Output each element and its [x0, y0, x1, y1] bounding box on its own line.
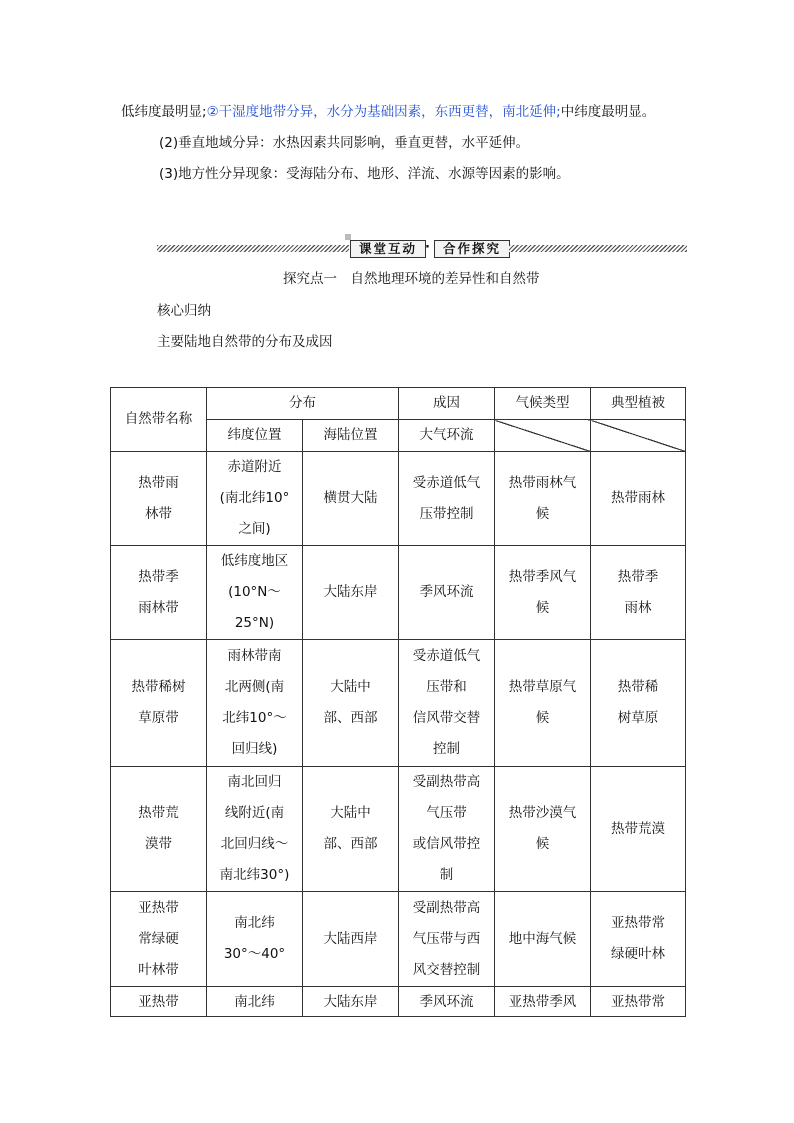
paragraph-3: (3)地方性分异现象：受海陆分布、地形、洋流、水源等因素的影响。: [159, 166, 570, 182]
cell-text-line: 热带稀: [617, 679, 659, 695]
subheading: 核心归纳: [157, 303, 211, 319]
natural-zone-table: [110, 387, 686, 1017]
cell-vegetation: [591, 640, 686, 767]
header-circulation: 大气环流: [399, 420, 495, 452]
cell-text-line: 候: [535, 505, 550, 522]
cell-text-line: 亚热带常: [611, 993, 665, 1010]
cell-text-line: 亚热带: [138, 899, 179, 916]
cell-cause: [399, 767, 495, 892]
cell-text-line: 候: [535, 836, 550, 852]
header-latitude: 纬度位置: [207, 420, 303, 452]
cell-text-line: 地中海气候: [508, 930, 577, 947]
section-title: 探究点一 自然地理环境的差异性和自然带: [283, 271, 540, 287]
cell-cause: [399, 892, 495, 987]
cell-land-sea: [303, 767, 399, 892]
cell-name: [111, 767, 207, 892]
cell-text-line: 北纬10°～: [222, 710, 287, 726]
cell-climate: [495, 767, 591, 892]
cell-text-line: 压带和: [426, 679, 467, 695]
cell-text-line: (南北纬10°: [219, 490, 290, 506]
header-cause: 成因: [399, 388, 495, 420]
cell-text-line: 热带雨林: [611, 490, 665, 506]
cell-climate: [495, 546, 591, 640]
table-row: [111, 546, 686, 640]
cell-land-sea: [303, 546, 399, 640]
cell-text-line: 部、西部: [323, 710, 378, 726]
banner-label-2: 合作探究: [434, 240, 510, 258]
cell-text-line: 北回归线～: [220, 836, 289, 852]
header-name: 自然带名称: [111, 388, 207, 452]
cell-text-line: 风交替控制: [412, 961, 481, 978]
cell-name: [111, 892, 207, 987]
cell-text-line: 大陆中: [330, 679, 371, 695]
header-climate: 气候类型: [495, 388, 591, 420]
table-header-row-1: [111, 388, 686, 420]
cell-land-sea: [303, 452, 399, 546]
cell-climate: [495, 987, 591, 1017]
cell-text-line: 线附近(南: [224, 805, 285, 821]
cell-text-line: 低纬度地区: [220, 553, 289, 569]
cell-text-line: 南北纬30°): [219, 867, 290, 883]
cell-text-line: 亚热带: [138, 993, 179, 1010]
header-land-sea: 海陆位置: [303, 420, 399, 452]
cell-text-line: 季风环流: [419, 584, 474, 600]
banner-label-1: 课堂互动: [350, 240, 426, 258]
cell-text-line: 25°N): [234, 615, 275, 631]
cell-text-line: 热带雨林气: [508, 474, 577, 491]
cell-text-line: 常绿硬: [138, 930, 179, 947]
cell-name: [111, 987, 207, 1017]
cell-text-line: 气压带: [426, 805, 467, 821]
table-row: [111, 640, 686, 767]
cell-text-line: 林带: [145, 505, 172, 522]
cell-climate: [495, 452, 591, 546]
header-vegetation: 典型植被: [591, 388, 686, 420]
cell-name: [111, 452, 207, 546]
cell-climate: [495, 640, 591, 767]
paragraph-1-text-b: 中纬度最明显。: [560, 104, 656, 120]
cell-text-line: 热带雨: [138, 474, 179, 491]
cell-text-line: 热带荒漠: [611, 820, 665, 837]
cell-vegetation: [591, 452, 686, 546]
cell-vegetation: [591, 987, 686, 1017]
cell-name: [111, 546, 207, 640]
table-row: [111, 892, 686, 987]
cell-cause: [399, 987, 495, 1017]
cell-name: [111, 640, 207, 767]
cell-text-line: 受赤道低气: [412, 474, 481, 491]
cell-text-line: 热带季: [138, 568, 179, 585]
cell-text-line: 候: [535, 599, 550, 616]
cell-text-line: 回归线): [231, 741, 278, 757]
section-banner: [157, 240, 687, 258]
cell-text-line: 亚热带常: [611, 915, 665, 931]
cell-text-line: 绿硬叶林: [611, 946, 665, 962]
cell-land-sea: [303, 640, 399, 767]
cell-climate: [495, 892, 591, 987]
cell-text-line: 草原带: [138, 710, 179, 726]
cell-text-line: 受赤道低气: [412, 648, 481, 664]
cell-text-line: 受副热带高: [412, 774, 481, 790]
cell-text-line: 北两侧(南: [224, 679, 285, 695]
cell-text-line: 雨林带: [138, 599, 179, 616]
cell-text-line: 南北纬: [234, 915, 275, 931]
paragraph-1-text-highlight: ②干湿度地带分异，水分为基础因素，东西更替，南北延伸;: [206, 104, 561, 120]
cell-text-line: 30°～40°: [223, 946, 286, 962]
cell-text-line: 制: [439, 867, 454, 883]
table-row: [111, 767, 686, 892]
cell-text-line: 部、西部: [323, 836, 378, 852]
header-diagonal-cell: [591, 420, 686, 452]
cell-vegetation: [591, 767, 686, 892]
cell-text-line: 漠带: [145, 836, 172, 852]
paragraph-1: [121, 103, 655, 121]
header-diagonal-cell: [495, 420, 591, 452]
cell-latitude: [207, 767, 303, 892]
cell-text-line: 大陆西岸: [323, 930, 378, 947]
cell-cause: [399, 546, 495, 640]
cell-text-line: 热带草原气: [508, 679, 577, 695]
cell-latitude: [207, 640, 303, 767]
header-distribution: 分布: [207, 388, 399, 420]
cell-text-line: 赤道附近: [227, 459, 282, 475]
cell-text-line: 热带荒: [138, 805, 179, 821]
cell-cause: [399, 640, 495, 767]
table-row: [111, 987, 686, 1017]
cell-text-line: 热带稀树: [131, 679, 186, 695]
cell-text-line: 受副热带高: [412, 899, 481, 916]
cell-vegetation: [591, 546, 686, 640]
banner-hatch-right: [509, 245, 687, 252]
cell-text-line: 季风环流: [419, 993, 474, 1010]
cell-text-line: 信风带交替: [412, 710, 481, 726]
cell-text-line: 大陆东岸: [323, 584, 378, 600]
table-caption: 主要陆地自然带的分布及成因: [157, 334, 333, 350]
cell-cause: [399, 452, 495, 546]
paragraph-1-text-a: 低纬度最明显;: [121, 104, 207, 120]
cell-land-sea: [303, 987, 399, 1017]
cell-text-line: 热带季风气: [508, 568, 577, 585]
paragraph-2: (2)垂直地域分异：水热因素共同影响，垂直更替，水平延伸。: [159, 135, 530, 151]
cell-text-line: 大陆东岸: [323, 993, 378, 1010]
cell-text-line: 雨林带南: [227, 648, 282, 664]
cell-text-line: (10°N～: [228, 584, 281, 600]
cell-text-line: 雨林: [624, 599, 652, 616]
cell-vegetation: [591, 892, 686, 987]
cell-text-line: 候: [535, 710, 550, 726]
cell-text-line: 大陆中: [330, 805, 371, 821]
cell-text-line: 气压带与西: [412, 930, 481, 947]
cell-text-line: 亚热带季风: [508, 993, 577, 1010]
cell-latitude: [207, 546, 303, 640]
cell-land-sea: [303, 892, 399, 987]
cell-latitude: [207, 452, 303, 546]
cell-text-line: 热带季: [617, 568, 659, 585]
cell-text-line: 南北回归: [227, 774, 282, 790]
cell-text-line: 横贯大陆: [323, 490, 378, 506]
cell-latitude: [207, 987, 303, 1017]
cell-text-line: 树草原: [617, 710, 659, 726]
cell-text-line: 压带控制: [419, 505, 474, 522]
banner-hatch-left: [157, 245, 349, 252]
cell-text-line: 控制: [433, 741, 460, 757]
table-row: [111, 452, 686, 546]
cell-text-line: 或信风带控: [412, 836, 481, 852]
cell-text-line: 叶林带: [138, 961, 179, 978]
cell-text-line: 热带沙漠气: [508, 805, 577, 821]
cell-text-line: 南北纬: [234, 993, 275, 1010]
cell-latitude: [207, 892, 303, 987]
banner-dot: ·: [425, 240, 430, 255]
cell-text-line: 之间): [238, 521, 271, 537]
